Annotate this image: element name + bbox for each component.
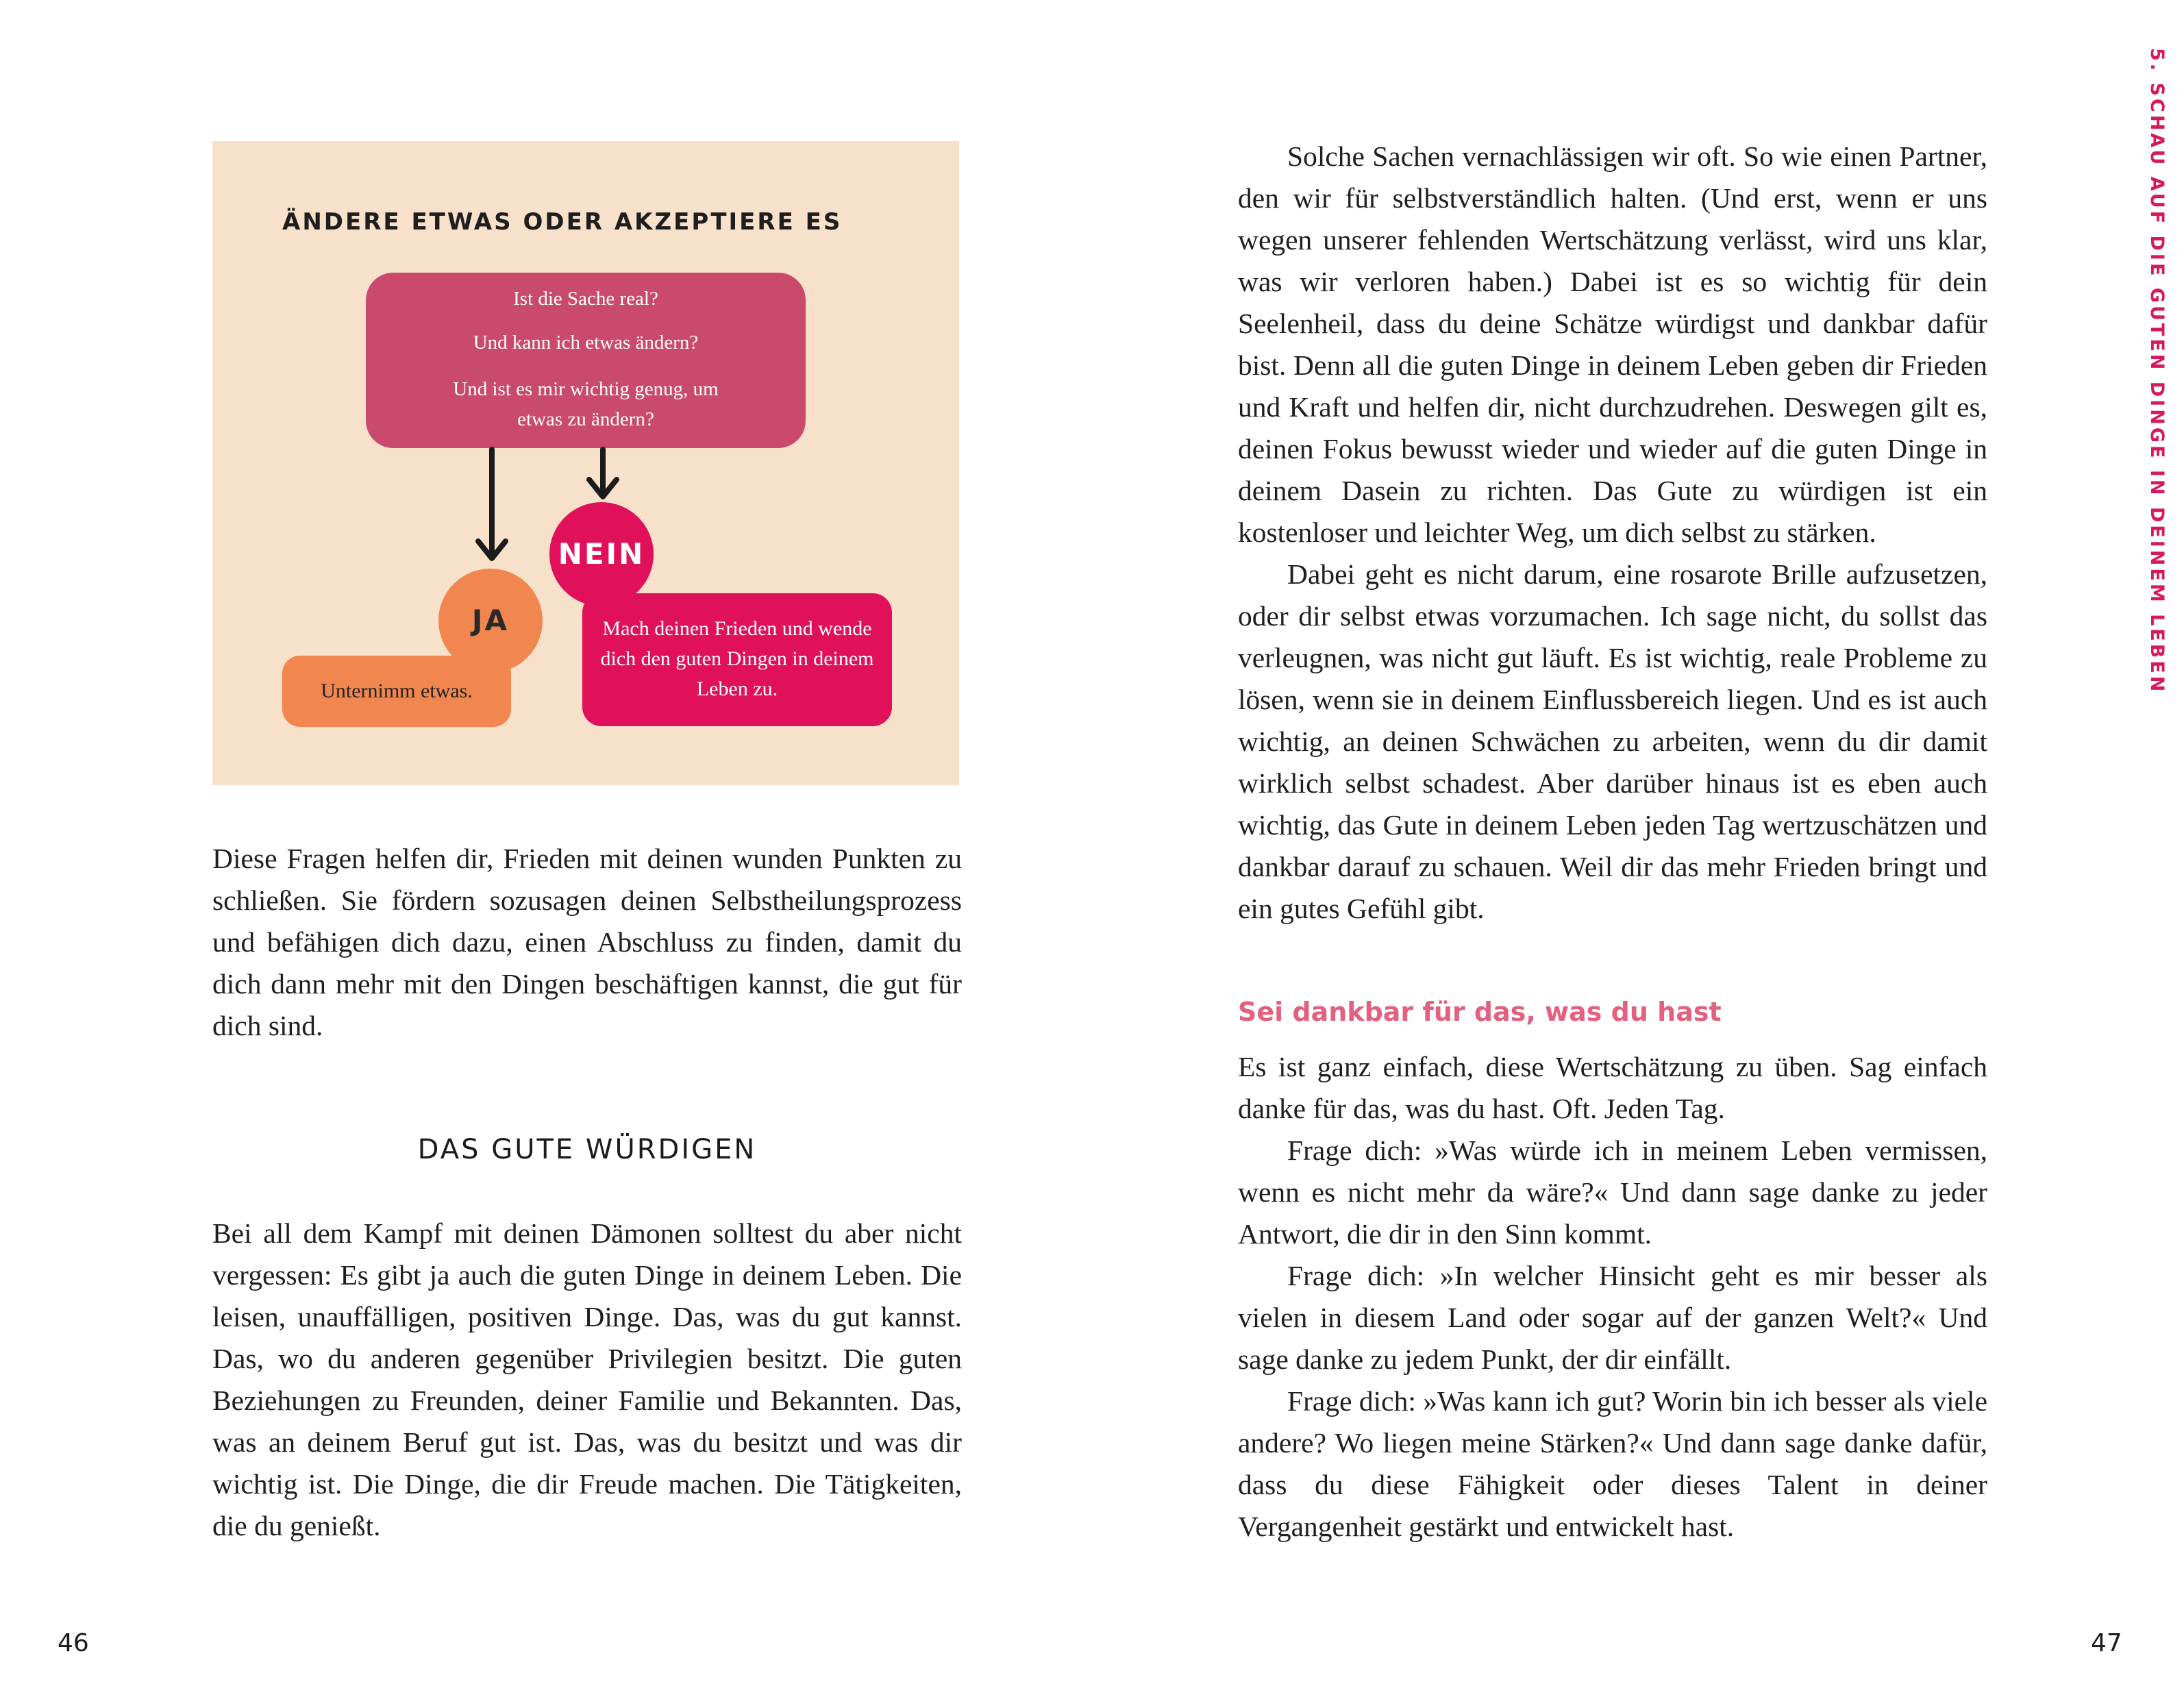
right-paragraph-6: Frage dich: »Was kann ich gut? Worin bin ich besser als viele andere? Wo liegen meine Stärken?« Und dann sage danke dafür, dass du diese Fähigkeit oder dieses Talent in deiner Vergangenheit gestärkt und entwickelt hast. [1238, 1385, 1987, 1542]
arrow-to-nein [589, 449, 617, 497]
section-heading: DAS GUTE WÜRDIGEN [417, 1134, 757, 1165]
left-paragraph-1: Diese Fragen helfen dir, Frieden mit deinen wunden Punkten zu schließen. Sie fördern sozusagen deinen Selbstheilungsprozess und befähigen dich dazu, einen Abschluss zu finden, damit du dich dann mehr mit den Dingen beschäftigen kannst, die gut für dich sind. [212, 843, 962, 1041]
right-paragraph-3: Es ist ganz einfach, diese Wertschätzung zu üben. Sag einfach danke für das, was du hast. Oft. Jeden Tag. [1238, 1051, 1987, 1124]
question-3: Und ist es mir wichtig genug, um etwas zu ändern? [453, 378, 719, 430]
right-paragraph-1: Solche Sachen vernachlässigen wir oft. So wie einen Partner, den wir für selbstverständlich halten. (Und erst, wenn er uns wegen unserer fehlenden Wertschätzung verlässt, wird uns klar, was wir verloren haben.) Dabei ist es so wichtig für dein Seelenheil, dass du deine Schätze würdigst und dankbar dafür bist. Denn all die guten Dinge in deinem Leben geben dir Frieden und Kraft und helfen dir, nicht durchzudrehen. Deswegen gilt es, deinen Fokus bewusst wieder und wieder auf die guten Dinge in deinem Dasein zu richten. Das Gute zu würdigen ist ein kostenloser und leichter Weg, um dich selbst zu stärken. [1238, 140, 1987, 548]
question-2: Und kann ich etwas ändern? [473, 332, 699, 354]
left-paragraph-2: Bei all dem Kampf mit deinen Dämonen solltest du aber nicht vergessen: Es gibt ja auch die guten Dinge in deinem Leben. Die leisen, unauffälligen, positiven Dinge. Das, was du gut kannst. Das, wo du anderen gegenüber Privilegien besitzt. Die guten Beziehungen zu Freunden, deiner Familie und Bekannten. Das, was an deinem Beruf gut ist. Das, was du besitzt und was dir wichtig ist. Die Dinge, die dir Freude machen. Die Tätigkeiten, die du genießt. [212, 1217, 962, 1541]
question-1: Ist die Sache real? [513, 288, 658, 310]
diagram-title: ÄNDERE ETWAS ODER AKZEPTIERE ES [282, 208, 843, 236]
arrow-to-ja [478, 449, 506, 558]
right-paragraph-5: Frage dich: »In welcher Hinsicht geht es mir besser als vielen in diesem Land oder sogar auf der ganzen Welt?« Und sage danke zu jedem Punkt, der dir einfällt. [1238, 1260, 1987, 1375]
ja-answer-box: Unternimm etwas. [282, 656, 511, 727]
page-number-right: 47 [2091, 1629, 2122, 1657]
right-paragraph-4: Frage dich: »Was würde ich in meinem Leben vermissen, wenn es nicht mehr da wäre?« Und dann sage danke zu jeder Antwort, die dir in den Sinn kommt. [1238, 1134, 1987, 1250]
nein-answer-box: Mach deinen Frieden und wende dich den guten Dingen in deinem Leben zu. [582, 593, 892, 726]
nein-circle: NEIN [549, 502, 654, 606]
right-paragraph-2: Dabei geht es nicht darum, eine rosarote Brille aufzusetzen, oder dir selbst etwas vorzumachen. Ich sage nicht, du sollst das verleugnen, was nicht gut läuft. Es ist wichtig, reale Probleme zu lösen, wenn sie in deinem Einflussbereich liegen. Und es ist auch wichtig, an deinen Schwächen zu arbeiten, wenn du dir damit wirklich selbst schadest. Aber darüber hinaus ist es eben auch wichtig, das Gute in deinem Leben jeden Tag wertzuschätzen und dankbar darauf zu schauen. Weil dir das mehr Frieden bringt und ein gutes Gefühl gibt. [1238, 558, 1987, 924]
subheading: Sei dankbar für das, was du hast [1238, 997, 1722, 1027]
page-number-left: 46 [58, 1629, 89, 1657]
ja-circle: JA [438, 569, 543, 673]
running-header: 5. SCHAU AUF DIE GUTEN DINGE IN DEINEM LEBEN [2146, 48, 2168, 695]
